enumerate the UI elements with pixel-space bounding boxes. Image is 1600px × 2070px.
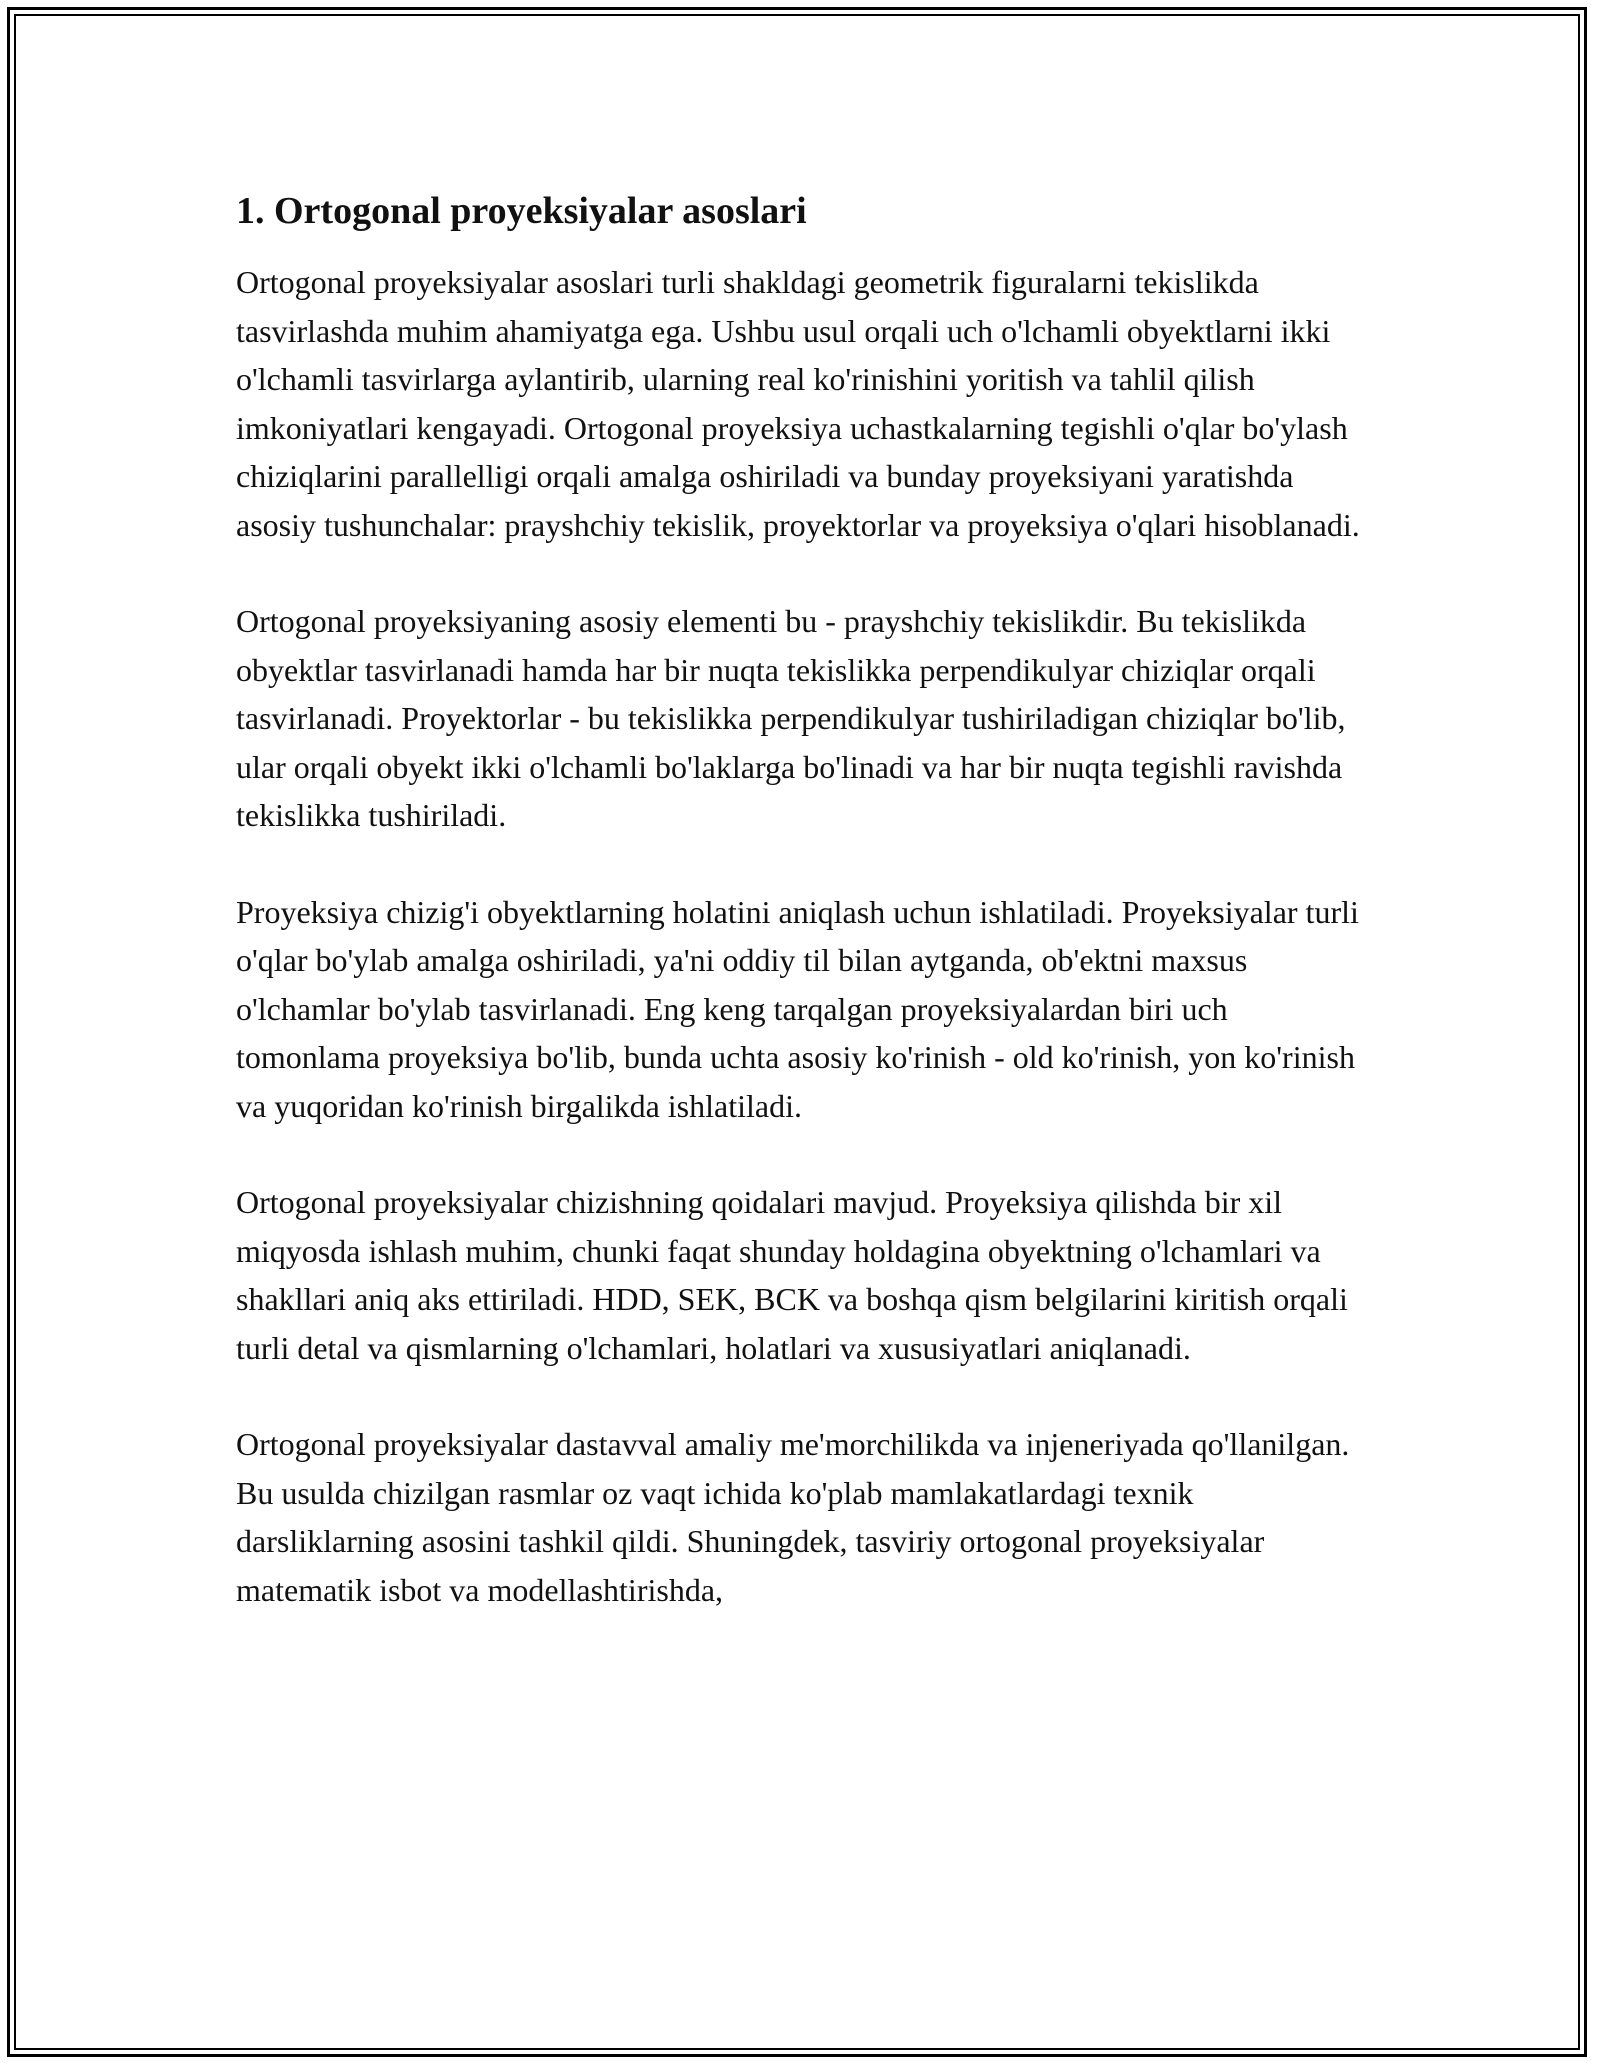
- paragraph-3: Proyeksiya chizig'i obyektlarning holatini aniqlash uchun ishlatiladi. Proyeksiyalar turli o'qlar bo'ylab amalga oshiriladi, ya'ni oddiy til bilan aytganda, ob'ektni maxsus o'lchamlar bo'ylab tasvirlanadi. Eng keng tarqalgan proyeksiyalardan biri uch tomonlama proyeksiya bo'lib, bunda uchta asosiy ko'rinish - old ko'rinish, yon ko'rinish va yuqoridan ko'rinish birgalikda ishlatiladi.: [236, 893, 1359, 1124]
- document-body: [236, 186, 1366, 1662]
- paragraph-2: Ortogonal proyeksiyaning asosiy elementi bu - prayshchiy tekislikdir. Bu tekislikda obyektlar tasvirlanadi hamda har bir nuqta tekislikka perpendikulyar chiziqlar orqali tasvirlanadi. Proyektorlar - bu tekislikka perpendikulyar tushiriladigan chiziqlar bo'lib, ular orqali obyekt ikki o'lchamli bo'laklarga bo'linadi va har bir nuqta tegishli ravishda tekislikka tushiriladi.: [236, 603, 1346, 833]
- paragraph-4: Ortogonal proyeksiyalar chizishning qoidalari mavjud. Proyeksiya qilishda bir xil miqyosda ishlash muhim, chunki faqat shunday holdagina obyektning o'lchamlari va shakllari aniq aks ettiriladi. HDD, SEK, BCK va boshqa qism belgilarini kiritish orqali turli detal va qismlarning o'lchamlari, holatlari va xususiyatlari aniqlanadi.: [236, 1184, 1348, 1366]
- paragraph-1: Ortogonal proyeksiyalar asoslari turli shakldagi geometrik figuralarni tekislikda tasvirlashda muhim ahamiyatga ega. Ushbu usul orqali uch o'lchamli obyektlarni ikki o'lchamli tasvirlarga aylantirib, ularning real ko'rinishini yoritish va tahlil qilish imkoniyatlari kengayadi. Ortogonal proyeksiya uchastkalarning tegishli o'qlar bo'ylash chiziqlarini parallelligi orqali amalga oshiriladi va bunday proyeksiyani yaratishda asosiy tushunchalar: prayshchiy tekislik, proyektorlar va proyeksiya o'qlari hisoblanadi.: [236, 264, 1360, 543]
- paragraph-5: Ortogonal proyeksiyalar dastavval amaliy me'morchilikda va injeneriyada qo'llanilgan. Bu usulda chizilgan rasmlar oz vaqt ichida ko'plab mamlakatlardagi texnik darsliklarning asosini tashkil qildi. Shuningdek, tasviriy ortogonal proyeksiyalar matematik isbot va modellashtirishda,: [236, 1426, 1350, 1608]
- section-heading: 1. Ortogonal proyeksiyalar asoslari: [236, 190, 807, 232]
